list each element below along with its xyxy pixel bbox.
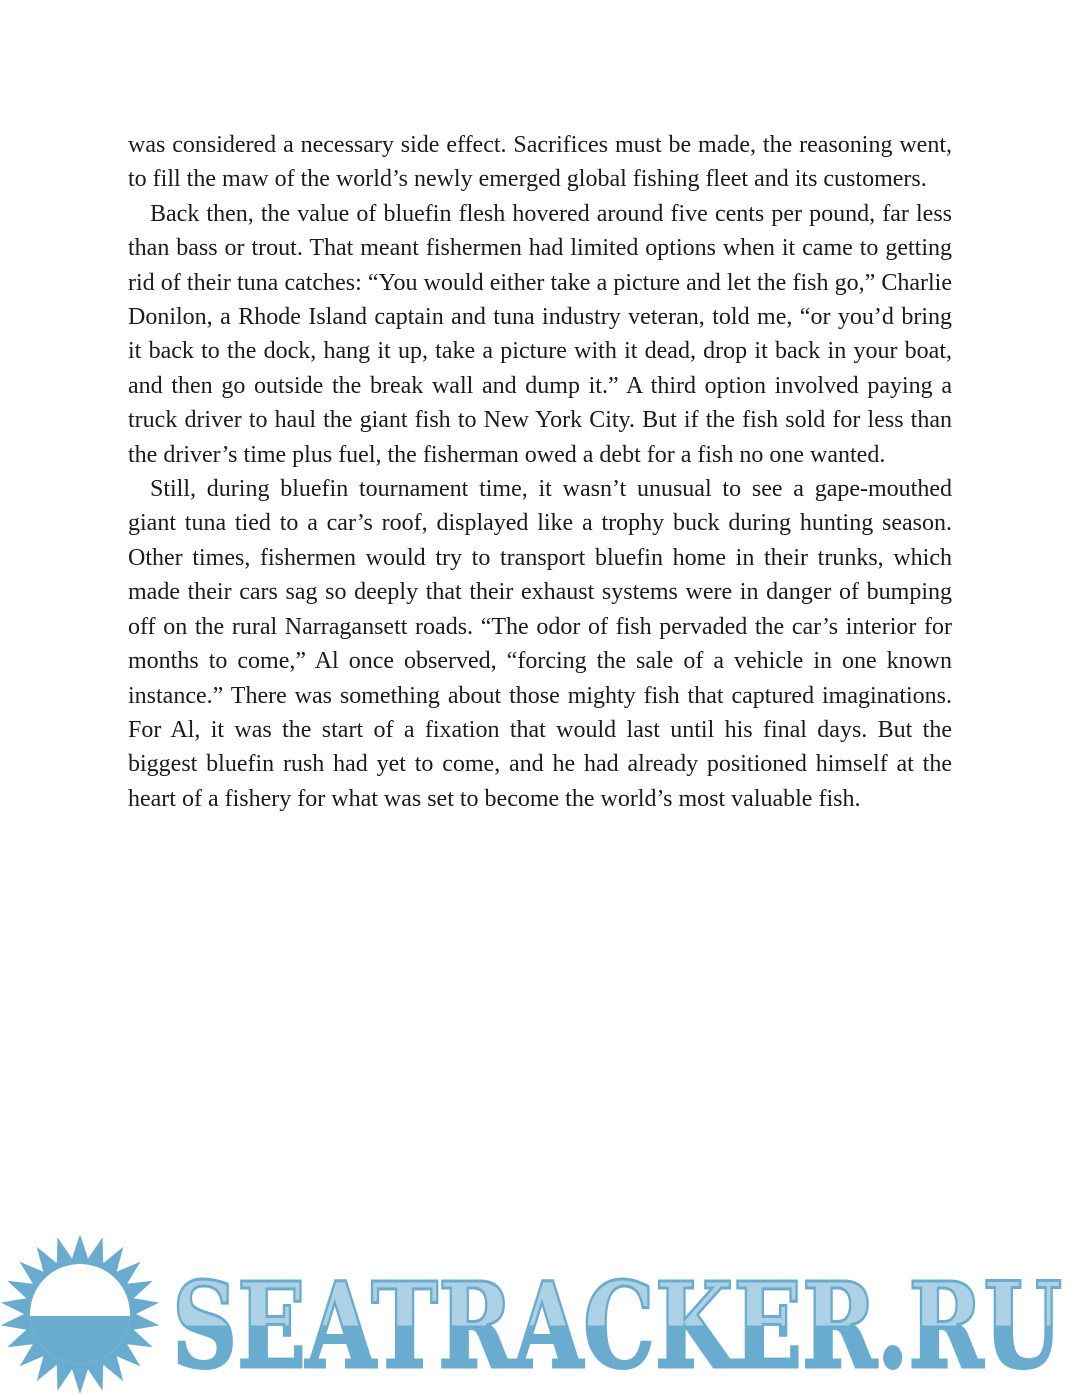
watermark-text: SEATRACKER.RU: [172, 1256, 1062, 1395]
sun-burst-icon: [1, 1236, 159, 1394]
paragraph-continued: was considered a necessary side effect. Sacrifices must be made, the reasoning went, to fill the maw of the world’s newly emerged global fishing fleet and its customers.: [128, 132, 952, 193]
watermark: [0, 1236, 1080, 1397]
book-page-text: [128, 128, 952, 816]
paragraph: Still, during bluefin tournament time, it wasn’t unusual to see a gape-mouthed giant tuna tied to a car’s roof, displayed like a trophy buck during hunting season. Other times, fishermen would try to transport bluefin home in their trunks, which made their cars sag so deeply that their exhaust systems were in danger of bumping off on the rural Narragansett roads. “The odor of fish pervaded the car’s interior for months to come,” Al once observed, “forcing the sale of a vehicle in one known instance.” There was something about those mighty fish that captured imaginations. For Al, it was the start of a fixation that would last until his final days. But the biggest bluefin rush had yet to come, and he had already positioned himself at the heart of a fishery for what was set to become the world’s most valuable fish.: [128, 476, 952, 812]
paragraph: Back then, the value of bluefin flesh hovered around five cents per pound, far less than bass or trout. That meant fishermen had limited options when it came to getting rid of their tuna catches: “You would either take a picture and let the fish go,” Charlie Donilon, a Rhode Island captain and tuna industry veteran, told me, “or you’d bring it back to the dock, hang it up, take a picture with it dead, drop it back in your boat, and then go outside the break wall and dump it.” A third option involved paying a truck driver to haul the giant fish to New York City. But if the fish sold for less than the driver’s time plus fuel, the fisherman owed a debt for a fish no one wanted.: [128, 200, 952, 468]
